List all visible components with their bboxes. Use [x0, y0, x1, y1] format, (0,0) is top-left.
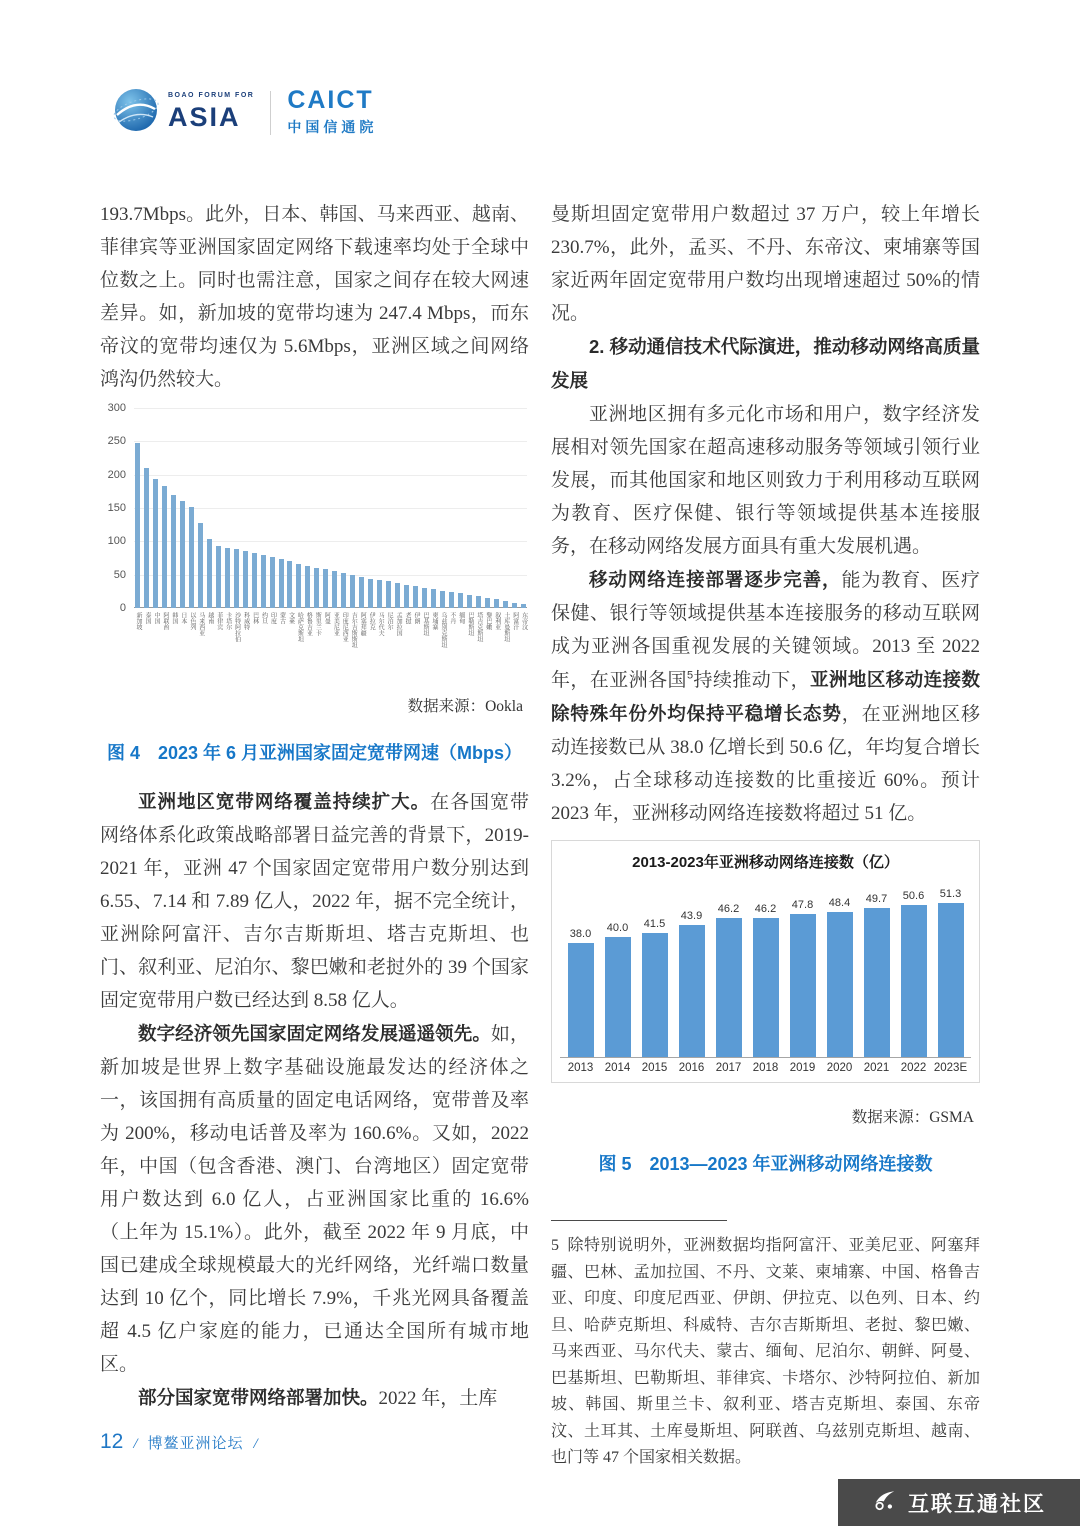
country-speed-bar: [171, 495, 176, 608]
country-speed-bar: [431, 589, 436, 608]
year-label: 2023E: [933, 1062, 968, 1074]
bar-slot: [484, 408, 491, 630]
country-speed-bar: [180, 501, 185, 608]
connections-bar: [938, 903, 964, 1057]
content-columns: [100, 198, 980, 1472]
figure5-chart-title: 2013-2023年亚洲移动网络连接数（亿）: [632, 854, 899, 871]
country-speed-bar: [216, 546, 221, 608]
bar-slot: [260, 408, 267, 624]
country-label: 韩国: [170, 612, 177, 624]
bar-slot: [322, 408, 330, 624]
country-label: 伊朗: [413, 612, 420, 624]
bar-value-label: 46.2: [717, 903, 740, 916]
bar-value-label: 47.8: [791, 898, 814, 911]
country-label: 阿塞拜疆: [359, 612, 366, 636]
bar-slot: [367, 408, 375, 630]
connections-bar: [679, 925, 705, 1057]
bar-slot: [206, 408, 213, 624]
bar-value-label: 51.3: [939, 888, 962, 901]
country-label: 印度尼西亚: [341, 612, 348, 642]
country-label: 以色列: [188, 612, 195, 630]
bar-value-label: 49.7: [865, 892, 888, 905]
bar-slot: [295, 408, 303, 642]
footnote-text: 5 除特别说明外，亚洲数据均指阿富汗、亚美尼亚、阿塞拜疆、巴林、孟加拉国、不丹、文莱、柬埔寨、中国、格鲁吉亚、印度、印度尼西亚、伊朗、伊拉克、以色列、日本、约旦、哈萨克斯坦、科威特、吉尔吉斯斯坦、老挝、黎巴嫩、马来西亚、马尔代夫、蒙古、缅甸、尼泊尔、朝鲜、阿曼、巴基斯坦、巴勒斯坦、菲律宾、卡塔尔、沙特阿拉伯、新加坡、韩国、斯里兰卡、叙利亚、塔吉克斯坦、泰国、东帝汶、土耳其、土库曼斯坦、阿联酋、乌兹别克斯坦、越南、也门等 47 个国家相关数据。: [551, 1237, 980, 1466]
country-label: 阿联酋: [161, 612, 168, 630]
connections-bar: [568, 943, 594, 1057]
country-speed-bar: [270, 557, 275, 608]
country-label: 阿曼: [323, 612, 330, 624]
paragraph-digital-economy-leaders: [100, 1017, 529, 1381]
country-label: 中国: [152, 612, 159, 624]
country-label: 老挝: [404, 612, 411, 624]
country-speed-bar: [207, 539, 212, 608]
country-label: 菲律宾: [215, 612, 222, 630]
page-footer: [100, 1430, 258, 1454]
connections-bar: [901, 905, 927, 1057]
paragraph-broadband-speeds: 193.7Mbps。此外，日本、韩国、马来西亚、越南、菲律宾等亚洲国家固定网络下载速率均处于全球中位数之上。同时也需注意，国家之间存在较大网速差异。如，新加坡的宽带均速为 247.4 Mbps，而东帝汶的宽带均速仅为 5.6Mbps，亚洲区域之间网络鸿沟仍然较大。: [100, 204, 529, 390]
year-label: 2019: [789, 1062, 816, 1074]
country-speed-bar: [261, 555, 266, 608]
country-speed-bar: [494, 599, 499, 608]
country-label: 巴勒斯坦: [466, 612, 473, 636]
figure4-plot-area: [134, 408, 527, 648]
country-speed-bar: [153, 479, 158, 608]
paragraph-turkmenistan-growth: 曼斯坦固定宽带用户数超过 37 万户，较上年增长 230.7%，此外，孟买、不丹、东帝汶、柬埔寨等国家近两年固定宽带用户数均出现增速超过 50%的情况。: [551, 204, 980, 324]
bar-slot: [269, 408, 276, 624]
bold-lead-sentence: 数字经济领先国家固定网络发展遥遥领先。: [138, 1023, 491, 1044]
bold-lead-sentence: 移动网络连接部署逐步完善，: [589, 569, 842, 590]
caict-logo-subtext: 中国信通院: [287, 119, 378, 135]
country-speed-bar: [144, 468, 149, 608]
country-label: 巴林: [251, 612, 258, 624]
bar-slot: [179, 408, 186, 624]
country-speed-bar: [162, 486, 167, 608]
y-tick-label: 300: [107, 402, 126, 414]
section-heading-mobile-networks: 2. 移动通信技术代际演进，推动移动网络高质量发展: [551, 336, 980, 391]
country-label: 吉尔吉斯斯坦: [350, 612, 357, 648]
country-speed-bar: [252, 553, 257, 608]
year-label: 2021: [863, 1062, 890, 1074]
paragraph-text: ，在亚洲地区移动连接数已从 38.0 亿增长到 50.6 亿，年均复合增长 3.2%，占全球移动连接数的比重接近 60%。预计 2023 年，亚洲移动网络连接数将超过 51 亿。: [551, 704, 980, 824]
country-label: 印度: [269, 612, 276, 624]
bar-slot: [304, 408, 312, 636]
country-label: 蒙古: [278, 612, 285, 624]
country-label: 缅甸: [457, 612, 464, 624]
bar-slot: [251, 408, 258, 624]
bar-slot: [784, 899, 821, 1057]
page-number: 12: [100, 1430, 124, 1453]
bar-slot: [932, 888, 969, 1057]
country-speed-bar: [395, 583, 400, 608]
country-speed-bar: [135, 443, 140, 608]
country-speed-bar: [512, 603, 517, 608]
bar-slot: [376, 408, 384, 636]
figure5-bar-chart: [551, 840, 980, 1083]
bar-slot: [331, 408, 339, 636]
bar-slot: [188, 408, 195, 630]
country-speed-bar: [521, 604, 526, 608]
bar-slot: [313, 408, 321, 636]
country-label: 哈萨克斯坦: [296, 612, 303, 642]
paragraph-deployment-accelerates: [100, 1381, 529, 1415]
paragraph-text: 能为教育、医疗保健、银行等领域提供基本连接服务的移动互联网成为亚洲各国重视发展的关键领域。2013 至 2022 年，在亚洲各国: [551, 570, 980, 691]
left-column: [100, 198, 529, 1472]
country-speed-bar: [350, 575, 355, 608]
figure4-bars: [134, 408, 527, 648]
country-label: 阿富汗: [511, 612, 518, 630]
bar-slot: [278, 408, 285, 624]
bar-slot: [403, 408, 411, 624]
country-speed-bar: [449, 592, 454, 608]
y-tick-label: 250: [107, 435, 126, 448]
country-label: 塔吉克斯坦: [475, 612, 482, 642]
caict-logo: [287, 88, 377, 137]
country-speed-bar: [314, 568, 319, 608]
page-header: [112, 86, 377, 139]
bar-slot: [475, 408, 482, 642]
bar-slot: [520, 408, 527, 630]
watermark-logo-icon: [872, 1487, 898, 1519]
bar-slot: [466, 408, 473, 636]
right-column: [551, 198, 980, 1472]
country-speed-bar: [377, 580, 382, 608]
bar-value-label: 46.2: [754, 903, 777, 916]
connections-bar: [753, 918, 779, 1057]
bar-slot: [430, 408, 437, 630]
country-label: 东帝汶: [520, 612, 527, 630]
y-tick-label: 50: [113, 568, 126, 581]
connections-bar: [642, 933, 668, 1058]
country-speed-bar: [189, 507, 194, 608]
bar-slot: [152, 408, 159, 624]
bar-slot: [821, 897, 858, 1057]
figure4-bar-chart: [100, 402, 529, 672]
country-label: 格鲁吉亚: [305, 612, 312, 636]
country-speed-bar: [243, 551, 248, 608]
year-label: 2015: [641, 1062, 668, 1074]
country-speed-bar: [368, 579, 373, 608]
bar-value-label: 48.4: [828, 896, 851, 909]
bar-slot: [394, 408, 402, 636]
bar-slot: [340, 408, 348, 642]
bar-slot: [562, 928, 599, 1057]
footnote-divider: [551, 1220, 727, 1221]
year-label: 2014: [604, 1062, 631, 1074]
figure5-x-axis-labels: [560, 1058, 971, 1074]
figure5-caption: 图 5 2013—2023 年亚洲移动网络连接数: [598, 1154, 933, 1174]
country-label: 斯里兰卡: [314, 612, 321, 636]
bar-slot: [197, 408, 204, 636]
country-label: 沙特阿拉伯: [233, 612, 240, 642]
footer-divider-slash: /: [253, 1436, 258, 1452]
country-speed-bar: [458, 593, 463, 608]
country-label: 乌兹别克斯坦: [439, 612, 446, 648]
footnote-block: [551, 1220, 980, 1472]
bar-slot: [493, 408, 500, 630]
figure5-bars: [560, 882, 971, 1058]
connections-bar: [790, 914, 816, 1057]
country-speed-bar: [323, 569, 328, 608]
country-speed-bar: [234, 549, 239, 608]
country-speed-bar: [404, 585, 409, 608]
footer-site-name: 博鳌亚洲论坛: [147, 1436, 244, 1452]
country-label: 伊拉克: [368, 612, 375, 630]
country-label: 约旦: [260, 612, 267, 624]
bar-slot: [412, 408, 420, 624]
bold-lead-sentence: 部分国家宽带网络部署加快。: [138, 1387, 379, 1408]
country-label: 土库曼斯坦: [502, 612, 509, 642]
bar-slot: [673, 910, 710, 1057]
bar-slot: [233, 408, 240, 642]
country-label: 柬埔寨: [430, 612, 437, 630]
y-tick-label: 150: [107, 502, 126, 514]
footnote-number: 5: [551, 1237, 559, 1254]
bar-slot: [161, 408, 168, 630]
bar-slot: [710, 903, 747, 1057]
y-tick-label: 0: [119, 602, 126, 614]
bold-lead-sentence: 亚洲地区宽带网络覆盖持续扩大。: [138, 791, 431, 812]
country-label: 亚美尼亚: [332, 612, 339, 636]
paragraph-text: 持续推动下，: [693, 670, 811, 691]
bar-slot: [457, 408, 464, 624]
country-label: 科威特: [242, 612, 249, 630]
bar-value-label: 41.5: [643, 917, 666, 930]
bar-value-label: 50.6: [902, 890, 925, 903]
country-speed-bar: [359, 577, 364, 608]
boao-logo-main-text: ASIA: [168, 102, 241, 132]
connections-bar: [827, 912, 853, 1057]
country-label: 马尔代夫: [377, 612, 384, 636]
country-label: 黎巴嫩: [484, 612, 491, 630]
country-speed-bar: [341, 573, 346, 608]
country-label: 泰国: [143, 612, 150, 624]
country-speed-bar: [279, 559, 284, 608]
country-label: 越南: [206, 612, 213, 624]
bar-slot: [134, 408, 141, 630]
country-label: 卡塔尔: [224, 612, 231, 630]
bar-slot: [385, 408, 393, 630]
logo-divider: [270, 91, 271, 135]
country-speed-bar: [332, 571, 337, 608]
country-speed-bar: [287, 561, 292, 608]
country-speed-bar: [422, 588, 427, 608]
bar-slot: [502, 408, 509, 642]
connections-bar: [605, 937, 631, 1057]
country-speed-bar: [386, 581, 391, 608]
figure4-caption: 图 4 2023 年 6 月亚洲国家固定宽带网速（Mbps）: [106, 743, 523, 763]
bar-slot: [599, 922, 636, 1057]
year-label: 2013: [567, 1062, 594, 1074]
country-label: 不丹: [448, 612, 455, 624]
paragraph-mobile-connections: [551, 563, 980, 830]
country-speed-bar: [413, 586, 418, 608]
bar-slot: [448, 408, 455, 624]
bar-slot: [895, 890, 932, 1057]
country-speed-bar: [467, 595, 472, 608]
country-label: 尼泊尔: [386, 612, 393, 630]
paragraph-text: 2022 年，土库: [378, 1388, 498, 1409]
country-label: 日本: [179, 612, 186, 624]
figure4-y-axis: [100, 402, 126, 614]
bold-emphasis: 亚洲地区移动连接数除特殊年份外均保持平稳增长态势: [551, 669, 980, 724]
watermark-banner: [838, 1479, 1080, 1526]
bar-slot: [421, 408, 428, 636]
country-speed-bar: [305, 566, 310, 608]
y-tick-label: 200: [107, 468, 126, 481]
watermark-text: 互联互通社区: [908, 1492, 1046, 1516]
year-label: 2018: [752, 1062, 779, 1074]
bar-slot: [636, 918, 673, 1058]
caict-logo-text: CAICT: [287, 86, 374, 114]
year-label: 2016: [678, 1062, 705, 1074]
bar-slot: [747, 903, 784, 1057]
bar-value-label: 40.0: [606, 922, 629, 934]
figure4-data-source: 数据来源：Ookla: [407, 698, 523, 715]
bar-slot: [858, 893, 895, 1057]
year-label: 2017: [715, 1062, 742, 1074]
bar-slot: [349, 408, 357, 648]
footnote-reference: 5: [686, 669, 694, 682]
bar-value-label: 43.9: [680, 910, 703, 923]
connections-bar: [864, 908, 890, 1057]
bar-slot: [170, 408, 177, 624]
country-label: 新加坡: [135, 612, 141, 630]
country-speed-bar: [440, 591, 445, 608]
paragraph-text: 在各国宽带网络体系化政策战略部署日益完善的背景下，2019-2021 年，亚洲 47 个国家固定宽带用户数分别达到 6.55、7.14 和 7.89 亿人，2022 年，据不完全统计，亚洲除阿富汗、吉尔吉斯斯坦、塔吉克斯坦、也门、叙利亚、尼泊尔、黎巴嫩和老挝外的 39 个国家固定宽带用户数已经达到 8.58 亿人。: [100, 792, 529, 1011]
paragraph-diverse-markets: 亚洲地区拥有多元化市场和用户，数字经济发展相对领先国家在超高速移动服务等领域引领行业发展，而其他国家和地区则致力于利用移动互联网为教育、医疗保健、银行等领域提供基本连接服务，在移动网络发展方面具有重大发展机遇。: [551, 404, 980, 557]
bar-slot: [358, 408, 366, 636]
bar-slot: [511, 408, 518, 630]
paragraph-text: 如，新加坡是世界上数字基础设施最发达的经济体之一，该国拥有高质量的固定电话网络，宽带普及率为 200%，移动电话普及率为 160.6%。又如，2022 年，中国（包含香港、澳门、台湾地区）固定宽带用户数达到 6.0 亿人，占亚洲国家比重的 16.6%（上年为 15.1%）。此外，截至 2022 年 9 月底，中国已建成全球规模最大的光纤网络，光纤端口数量达到 10 亿个，同比增长 7.9%，千兆光网具备覆盖超 4.5 亿户家庭的能力，已通达全国所有城市地区。: [100, 1024, 529, 1375]
country-speed-bar: [503, 601, 508, 608]
y-tick-label: 100: [107, 535, 126, 548]
country-label: 巴基斯坦: [422, 612, 428, 636]
bar-value-label: 38.0: [569, 928, 592, 940]
country-label: 文莱: [287, 612, 294, 624]
boao-forum-logo: [112, 86, 254, 139]
bar-slot: [242, 408, 249, 630]
country-speed-bar: [296, 564, 301, 608]
country-speed-bar: [476, 596, 481, 608]
country-label: 叙利亚: [493, 612, 500, 630]
figure5-data-source: 数据来源：GSMA: [851, 1109, 974, 1126]
bar-slot: [215, 408, 222, 630]
year-label: 2020: [826, 1062, 853, 1074]
bar-slot: [224, 408, 231, 630]
country-speed-bar: [485, 598, 490, 608]
country-speed-bar: [198, 523, 203, 608]
paragraph-broadband-coverage: [100, 785, 529, 1017]
country-label: 孟加拉国: [395, 612, 402, 636]
bar-slot: [143, 408, 150, 624]
connections-bar: [716, 918, 742, 1057]
bar-slot: [286, 408, 294, 624]
boao-globe-icon: [112, 86, 160, 139]
boao-logo-top-text: BOAO FORUM FOR: [168, 92, 255, 99]
country-speed-bar: [225, 548, 230, 608]
footer-divider-slash: /: [133, 1436, 138, 1452]
year-label: 2022: [900, 1062, 927, 1074]
bar-slot: [439, 408, 446, 648]
country-label: 马来西亚: [197, 612, 204, 636]
